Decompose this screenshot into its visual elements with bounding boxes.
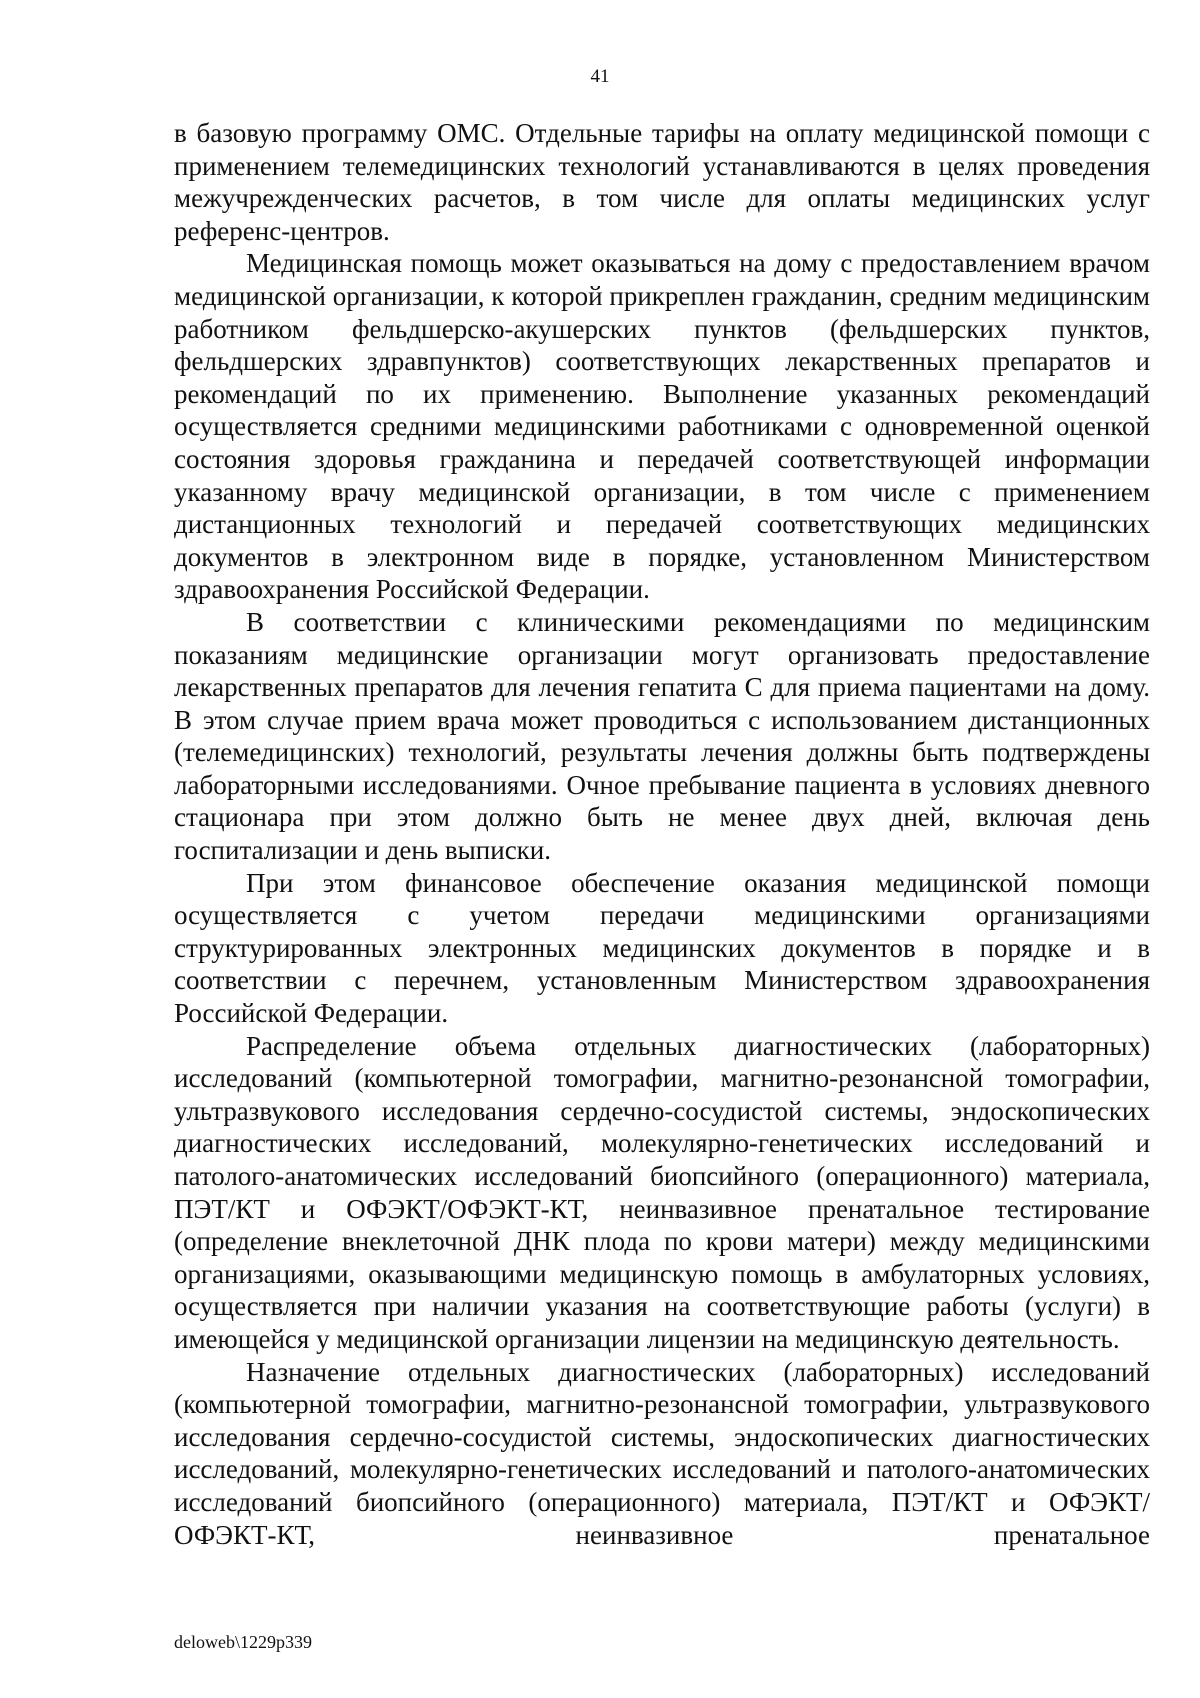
- document-body: [174, 117, 1150, 1551]
- paragraph-financing: При этом финансовое обеспечение оказания медицинской помощи осуществляется с учетом передачи медицинскими организациями структурированных электронных медицинских документов в порядке и в соответствии с перечнем, установленным Министерством здравоохранения Российской Федерации.: [174, 867, 1150, 1029]
- footer-document-code: deloweb\1229p339: [174, 1632, 312, 1652]
- paragraph-appointment: Назначение отдельных диагностических (лабораторных) исследований (компьютерной томографии, магнитно-резонансной томографии, ультразвукового исследования сердечно-сосудистой системы, эндоскопических диагностических исследований, молекулярно-генетических исследований и патолого-анатомических исследований биопсийного (операционного) материала, ПЭТ/КТ и ОФЭКТ/ОФЭКТ-КТ, неинвазивное пренатальное: [174, 1356, 1150, 1550]
- paragraph-hepatitis-c: В соответствии с клиническими рекомендациями по медицинским показаниям медицинские организации могут организовать предоставление лекарственных препаратов для лечения гепатита С для приема пациентами на дому. В этом случае прием врача может проводиться с использованием дистанционных (телемедицинских) технологий, результаты лечения должны быть подтверждены лабораторными исследованиями. Очное пребывание пациента в условиях дневного стационара при этом должно быть не менее двух дней, включая день госпитализации и день выписки.: [174, 606, 1150, 866]
- paragraph-continuation: в базовую программу ОМС. Отдельные тарифы на оплату медицинской помощи с применением телемедицинских технологий устанавливаются в целях проведения межучрежденческих расчетов, в том числе для оплаты медицинских услуг референс-центров.: [174, 118, 1150, 246]
- paragraph-home-care: Медицинская помощь может оказываться на дому с предоставлением врачом медицинской организации, к которой прикреплен гражданин, средним медицинским работником фельдшерско-акушерских пунктов (фельдшерских пунктов, фельдшерских здравпунктов) соответствующих лекарственных препаратов и рекомендаций по их применению. Выполнение указанных рекомендаций осуществляется средними медицинскими работниками с одновременной оценкой состояния здоровья гражданина и передачей соответствующей информации указанному врачу медицинской организации, в том числе с применением дистанционных технологий и передачей соответствующих медицинских документов в электронном виде в порядке, установленном Министерством здравоохранения Российской Федерации.: [174, 248, 1150, 605]
- page-number: 41: [590, 66, 610, 87]
- paragraph-distribution: Распределение объема отдельных диагностических (лабораторных) исследований (компьютерной томографии, магнитно-резонансной томографии, ультразвукового исследования сердечно-сосудистой системы, эндоскопических диагностических исследований, молекулярно-генетических исследований и патолого-анатомических исследований биопсийного (операционного) материала, ПЭТ/КТ и ОФЭКТ/ОФЭКТ-КТ, неинвазивное пренатальное тестирование (определение внеклеточной ДНК плода по крови матери) между медицинскими организациями, оказывающими медицинскую помощь в амбулаторных условиях, осуществляется при наличии указания на соответствующие работы (услуги) в имеющейся у медицинской организации лицензии на медицинскую деятельность.: [174, 1030, 1150, 1354]
